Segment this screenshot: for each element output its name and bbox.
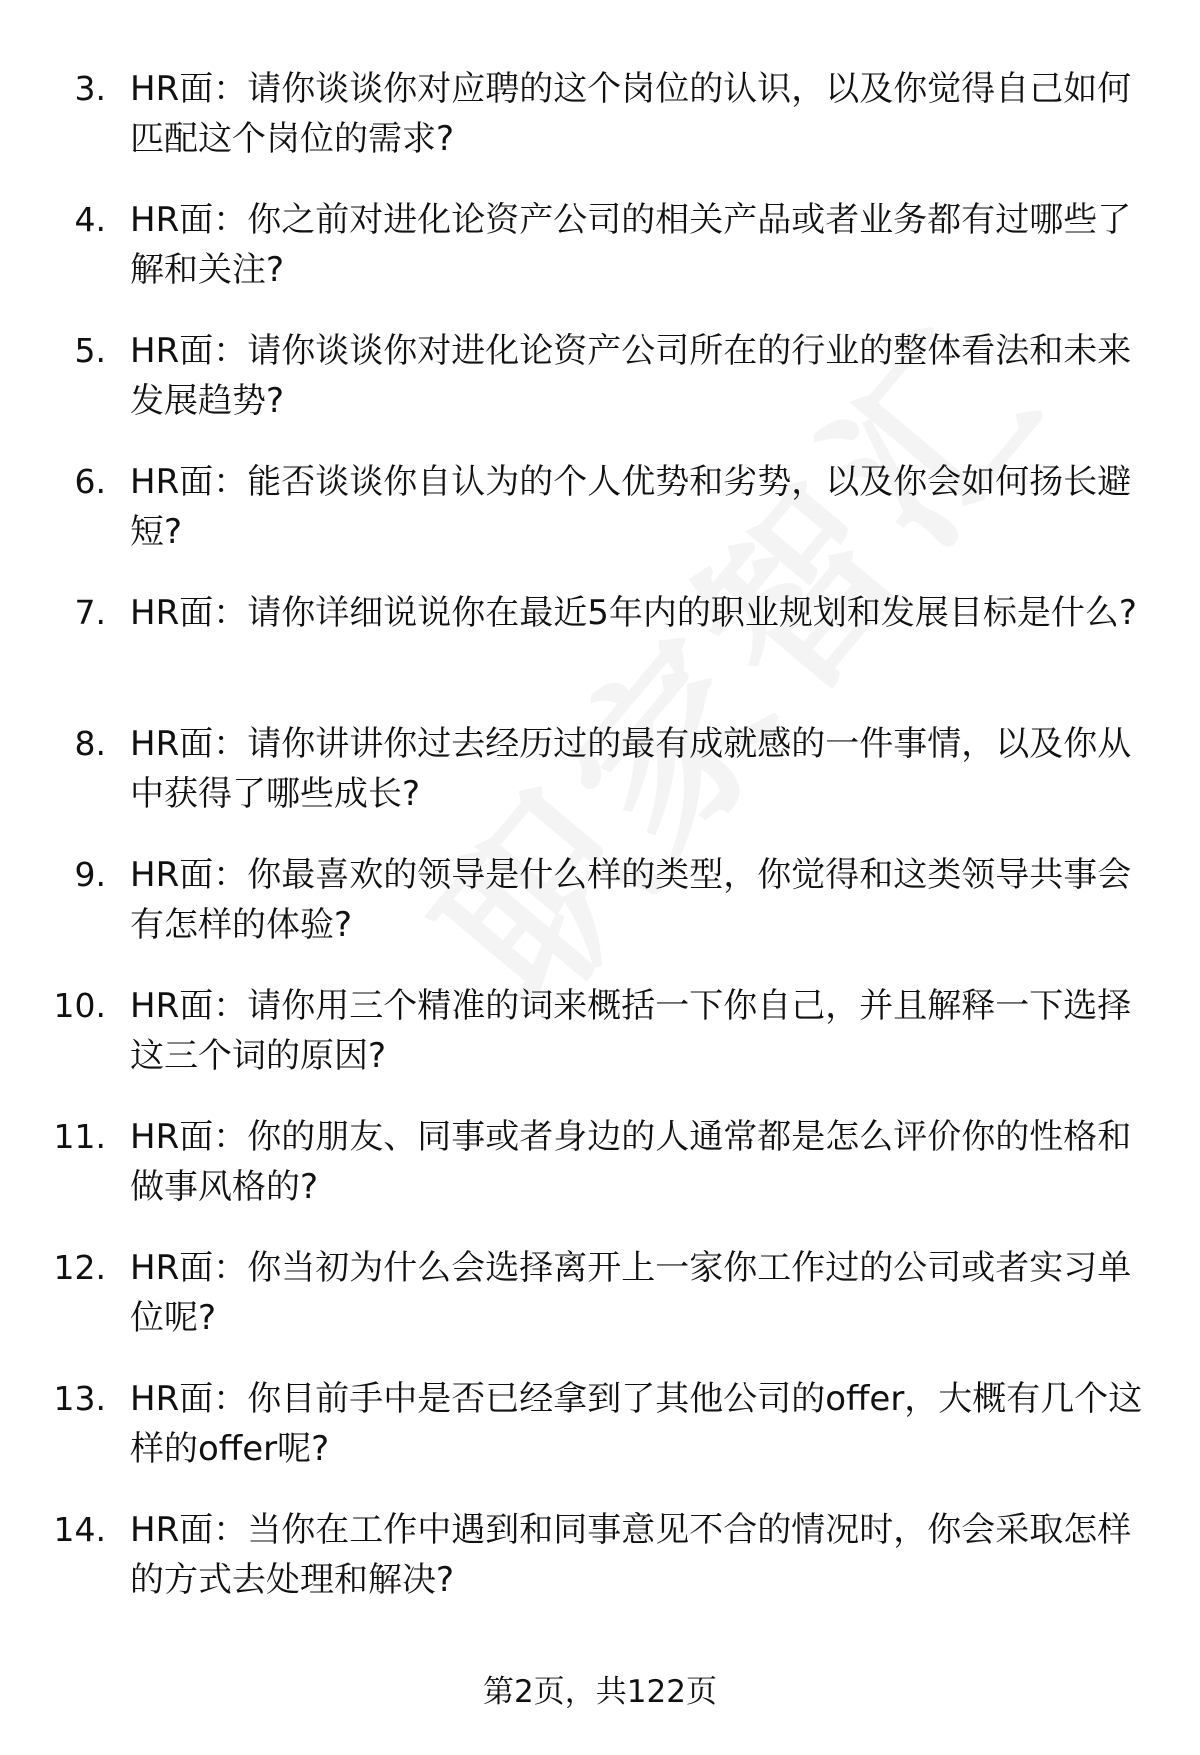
question-text: HR面：你之前对进化论资产公司的相关产品或者业务都有过哪些了解和关注?: [130, 200, 1132, 290]
question-item: [0, 719, 1200, 850]
question-number: 4.: [74, 200, 106, 239]
question-number: 10.: [53, 986, 106, 1025]
question-item: [0, 588, 1200, 719]
question-text: HR面：请你用三个精准的词来概括一下你自己，并且解释一下选择这三个词的原因?: [130, 986, 1132, 1076]
question-text: HR面：当你在工作中遇到和同事意见不合的情况时，你会采取怎样的方式去处理和解决?: [130, 1510, 1132, 1600]
question-text: HR面：请你详细说说你在最近5年内的职业规划和发展目标是什么?: [130, 593, 1137, 633]
question-item: [0, 195, 1200, 326]
question-number: 8.: [74, 724, 106, 763]
question-text: HR面：你当初为什么会选择离开上一家你工作过的公司或者实习单位呢?: [130, 1248, 1132, 1338]
question-number: 13.: [53, 1379, 106, 1418]
page-footer: 第2页，共122页: [483, 1674, 717, 1710]
question-number: 14.: [53, 1510, 106, 1549]
question-item: [0, 64, 1200, 195]
question-text: HR面：能否谈谈你自认为的个人优势和劣势，以及你会如何扬长避短?: [130, 462, 1132, 552]
question-item: [0, 1505, 1200, 1636]
question-number: 6.: [74, 462, 106, 501]
question-item: [0, 981, 1200, 1112]
question-text: HR面：请你谈谈你对进化论资产公司所在的行业的整体看法和未来发展趋势?: [130, 331, 1132, 421]
question-list: [0, 64, 1200, 1636]
question-text: HR面：请你谈谈你对应聘的这个岗位的认识，以及你觉得自己如何匹配这个岗位的需求?: [130, 69, 1132, 159]
question-number: 5.: [74, 331, 106, 370]
question-text: HR面：你最喜欢的领导是什么样的类型，你觉得和这类领导共事会有怎样的体验?: [130, 855, 1132, 945]
question-item: [0, 1374, 1200, 1505]
question-item: [0, 457, 1200, 588]
question-item: [0, 850, 1200, 981]
question-number: 11.: [53, 1117, 106, 1156]
question-text: HR面：你的朋友、同事或者身边的人通常都是怎么评价你的性格和做事风格的?: [130, 1117, 1132, 1207]
question-number: 12.: [53, 1248, 106, 1287]
question-number: 7.: [74, 593, 106, 632]
question-item: [0, 1243, 1200, 1374]
question-number: 9.: [74, 855, 106, 894]
question-item: [0, 1112, 1200, 1243]
question-text: HR面：你目前手中是否已经拿到了其他公司的offer，大概有几个这样的offer呢?: [130, 1379, 1143, 1469]
question-text: HR面：请你讲讲你过去经历过的最有成就感的一件事情，以及你从中获得了哪些成长?: [130, 724, 1132, 814]
question-number: 3.: [74, 69, 106, 108]
question-item: [0, 326, 1200, 457]
